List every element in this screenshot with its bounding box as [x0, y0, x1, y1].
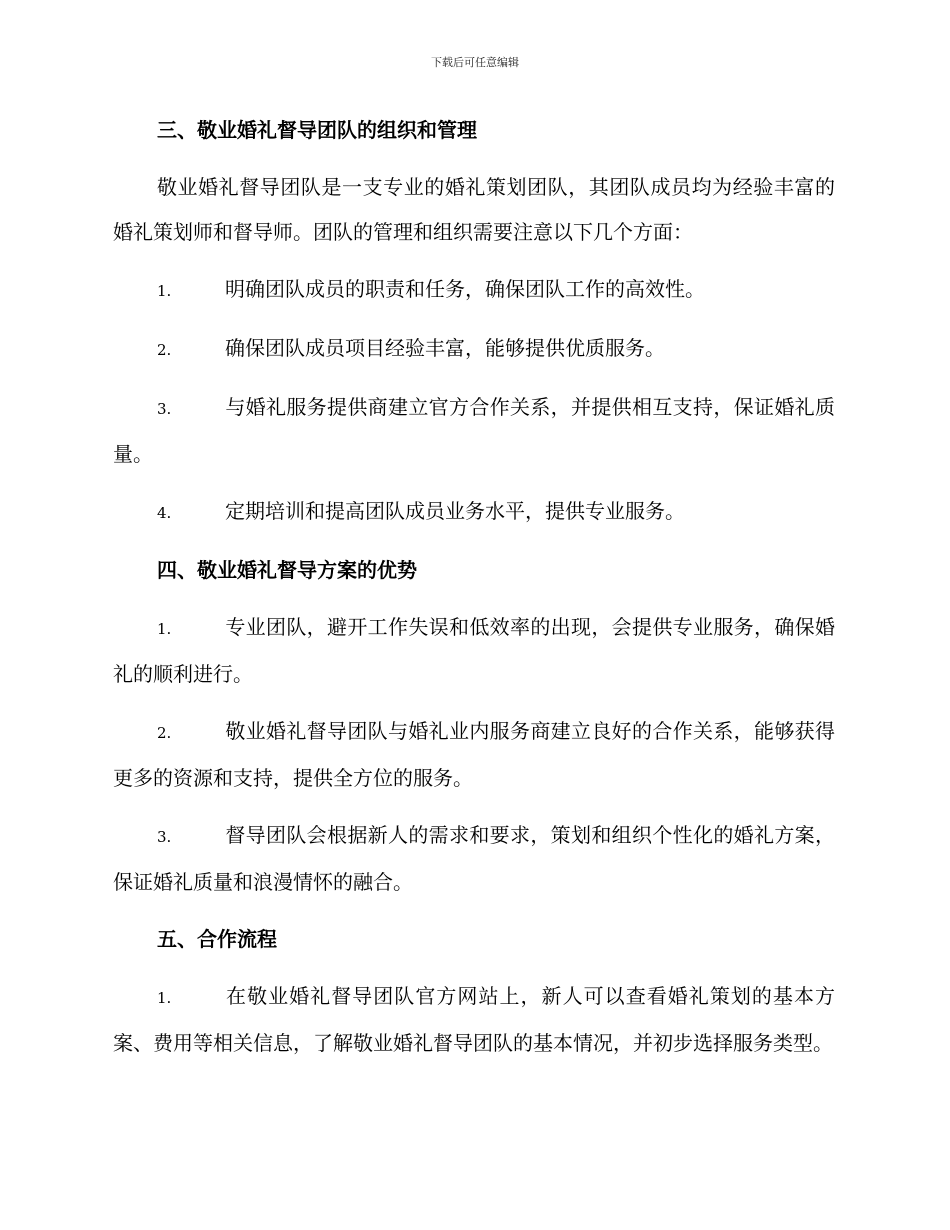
section-heading: 四、敬业婚礼督导方案的优势 [157, 558, 417, 582]
list-item [113, 709, 835, 801]
list-item [113, 267, 835, 314]
list-text: 在敬业婚礼督导团队官方网站上，新人可以查看婚礼策划的基本方案、费用等相关信息，了解敬业婚礼督导团队的基本情况，并初步选择服务类型。 [113, 984, 835, 1055]
list-text: 定期培训和提高团队成员业务水平，提供专业服务。 [225, 499, 685, 523]
list-number: 4. [157, 504, 172, 522]
section-organization [113, 108, 835, 536]
section-advantages [113, 548, 835, 905]
list-text: 督导团队会根据新人的需求和要求，策划和组织个性化的婚礼方案，保证婚礼质量和浪漫情怀的融合。 [113, 823, 835, 894]
list-number: 3. [157, 400, 172, 418]
list-number: 1. [157, 620, 172, 638]
document-body [113, 108, 835, 1078]
section-process [113, 917, 835, 1066]
list-item [113, 813, 835, 905]
list-item [113, 489, 835, 536]
list-item [113, 974, 835, 1066]
page-header: 下载后可任意编辑 [431, 56, 519, 69]
list-number: 1. [157, 989, 172, 1007]
list-item [113, 605, 835, 697]
list-number: 2. [157, 724, 172, 742]
list-number: 1. [157, 282, 172, 300]
list-item [113, 385, 835, 477]
list-text: 确保团队成员项目经验丰富，能够提供优质服务。 [225, 336, 665, 360]
list-text: 明确团队成员的职责和任务，确保团队工作的高效性。 [225, 277, 705, 301]
list-text: 敬业婚礼督导团队与婚礼业内服务商建立良好的合作关系，能够获得更多的资源和支持，提供全方位的服务。 [113, 719, 835, 790]
list-text: 与婚礼服务提供商建立官方合作关系，并提供相互支持，保证婚礼质量。 [113, 395, 835, 466]
section-heading: 五、合作流程 [157, 927, 277, 951]
list-number: 2. [157, 341, 172, 359]
list-item [113, 326, 835, 373]
section-intro: 敬业婚礼督导团队是一支专业的婚礼策划团队，其团队成员均为经验丰富的婚礼策划师和督导师。团队的管理和组织需要注意以下几个方面： [113, 175, 835, 244]
list-number: 3. [157, 828, 172, 846]
list-text: 专业团队，避开工作失误和低效率的出现，会提供专业服务，确保婚礼的顺利进行。 [113, 615, 835, 686]
section-heading: 三、敬业婚礼督导团队的组织和管理 [157, 118, 477, 142]
